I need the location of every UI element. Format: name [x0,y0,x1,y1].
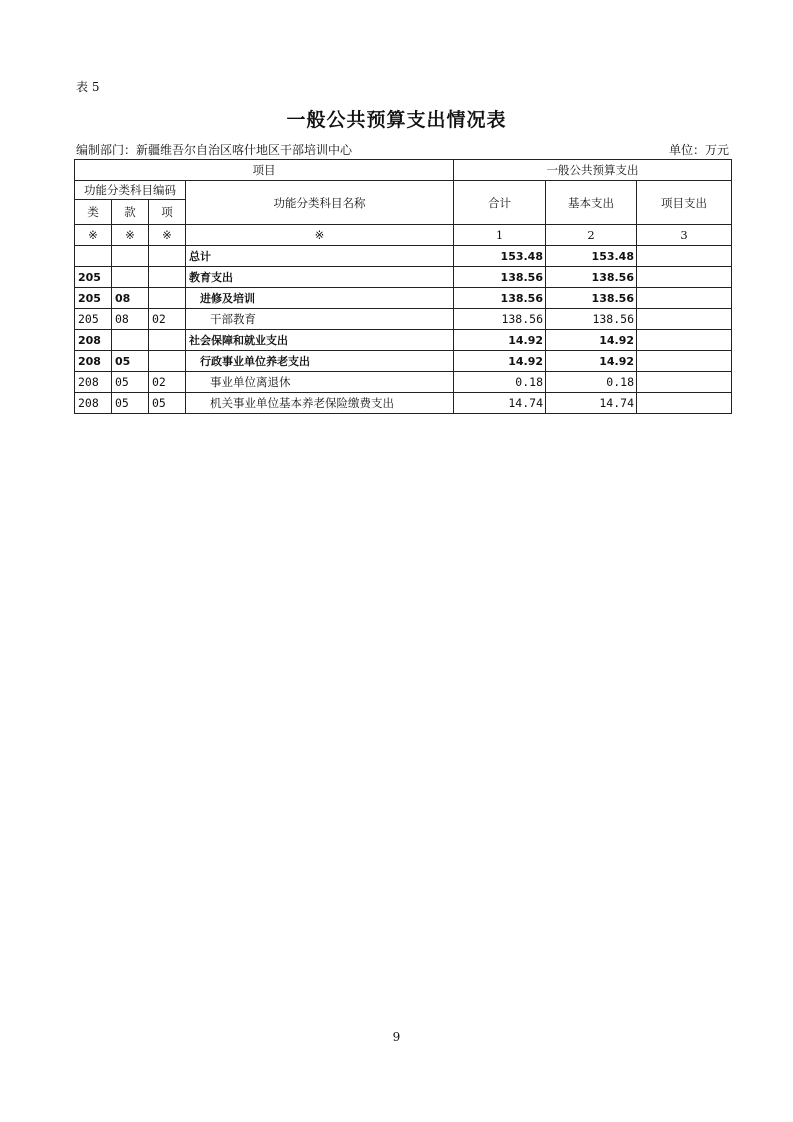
header-kuan: 款 [112,200,149,225]
cell-total: 14.74 [454,393,546,414]
page-number: 9 [392,1030,401,1044]
marker-row [75,225,732,246]
cell-xiang [149,267,186,288]
header-code: 功能分类科目编码 [75,181,186,200]
unit-label: 单位：万元 [668,143,729,157]
cell-project [637,372,732,393]
cell-total: 14.92 [454,351,546,372]
cell-total: 138.56 [454,267,546,288]
cell-project [637,309,732,330]
cell-xiang [149,246,186,267]
cell-lei: 208 [75,372,112,393]
cell-basic: 138.56 [546,309,637,330]
cell-project [637,351,732,372]
table-row [75,288,732,309]
header-project: 项目 [75,160,454,181]
cell-lei: 205 [75,288,112,309]
cell-total: 14.92 [454,330,546,351]
page-title: 一般公共预算支出情况表 [286,109,507,131]
cell-total: 153.48 [454,246,546,267]
header-row-1 [75,160,732,181]
marker-cell: ※ [75,225,112,246]
cell-name: 社会保障和就业支出 [186,330,454,351]
cell-lei: 205 [75,309,112,330]
table-number: 表 5 [76,80,100,94]
budget-table [74,159,732,414]
cell-xiang [149,330,186,351]
header-row-2 [75,181,732,200]
cell-project [637,267,732,288]
cell-kuan: 05 [112,351,149,372]
cell-kuan [112,246,149,267]
header-xiang: 项 [149,200,186,225]
marker-cell: ※ [112,225,149,246]
cell-lei: 208 [75,351,112,372]
table-row [75,267,732,288]
cell-lei: 208 [75,330,112,351]
cell-kuan [112,267,149,288]
department-label: 编制部门：新疆维吾尔自治区喀什地区干部培训中心 [76,143,353,157]
cell-name: 机关事业单位基本养老保险缴费支出 [186,393,454,414]
column-index: 3 [637,225,732,246]
table-row [75,330,732,351]
cell-project [637,330,732,351]
header-budget: 一般公共预算支出 [454,160,732,181]
column-index: 1 [454,225,546,246]
cell-lei: 208 [75,393,112,414]
cell-kuan: 05 [112,393,149,414]
cell-kuan: 08 [112,288,149,309]
cell-name: 总计 [186,246,454,267]
marker-cell: ※ [149,225,186,246]
cell-name: 行政事业单位养老支出 [186,351,454,372]
cell-name: 事业单位离退休 [186,372,454,393]
cell-xiang: 05 [149,393,186,414]
cell-project [637,393,732,414]
cell-total: 0.18 [454,372,546,393]
cell-name: 教育支出 [186,267,454,288]
cell-total: 138.56 [454,309,546,330]
cell-name: 进修及培训 [186,288,454,309]
cell-name: 干部教育 [186,309,454,330]
header-basic: 基本支出 [546,181,637,225]
table-row [75,372,732,393]
column-index: 2 [546,225,637,246]
cell-xiang: 02 [149,309,186,330]
cell-lei: 205 [75,267,112,288]
cell-project [637,246,732,267]
table-row [75,351,732,372]
header-total: 合计 [454,181,546,225]
header-name: 功能分类科目名称 [186,181,454,225]
cell-xiang [149,288,186,309]
cell-basic: 138.56 [546,288,637,309]
cell-kuan [112,330,149,351]
cell-xiang [149,351,186,372]
table-row [75,393,732,414]
table-row [75,246,732,267]
header-project-expense: 项目支出 [637,181,732,225]
cell-xiang: 02 [149,372,186,393]
cell-total: 138.56 [454,288,546,309]
cell-basic: 14.92 [546,351,637,372]
cell-basic: 14.92 [546,330,637,351]
cell-lei [75,246,112,267]
cell-kuan: 08 [112,309,149,330]
cell-basic: 0.18 [546,372,637,393]
cell-basic: 153.48 [546,246,637,267]
cell-basic: 14.74 [546,393,637,414]
cell-project [637,288,732,309]
cell-basic: 138.56 [546,267,637,288]
table-row [75,309,732,330]
cell-kuan: 05 [112,372,149,393]
header-lei: 类 [75,200,112,225]
marker-cell: ※ [186,225,454,246]
